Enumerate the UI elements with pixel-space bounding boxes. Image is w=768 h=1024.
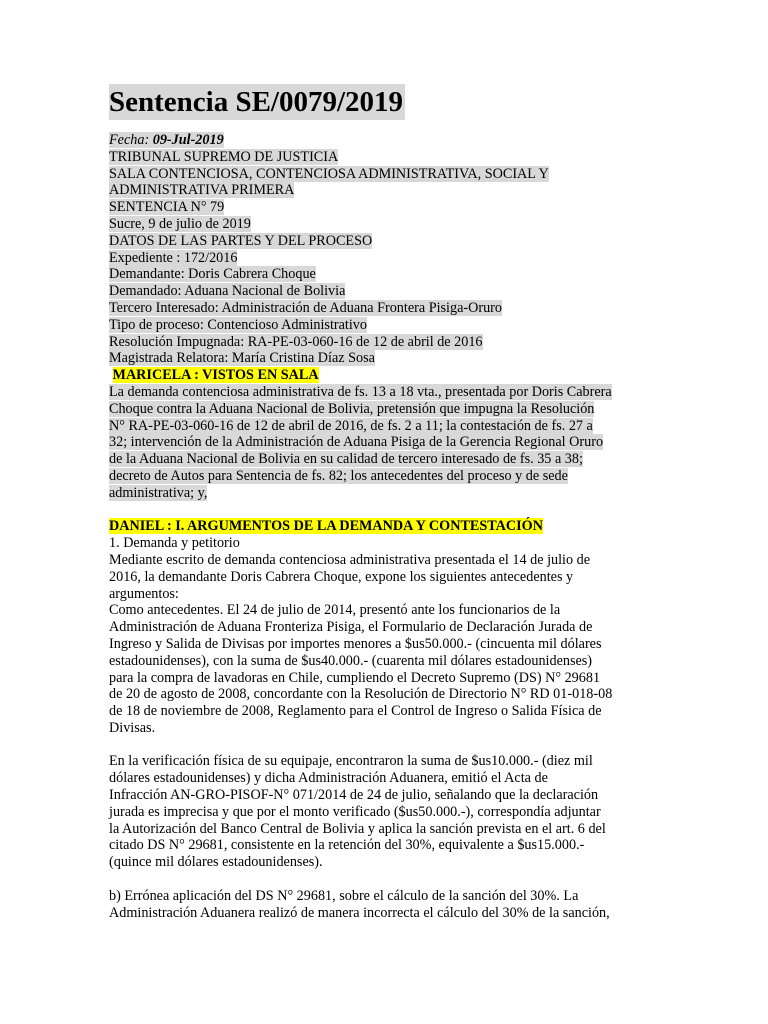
erronea-paragraph xyxy=(109,888,657,922)
header-line: Sucre, 9 de julio de 2019 xyxy=(109,215,251,232)
demanda-line: de 18 de noviembre de 2008, Reglamento para el Control de Ingreso o Salida Física de xyxy=(109,703,602,720)
header-line: Expediente : 172/2016 xyxy=(109,249,238,266)
vistos-line: administrativa; y, xyxy=(109,484,208,501)
demanda-line: Mediante escrito de demanda contenciosa administrativa presentada el 14 de julio de xyxy=(109,551,591,568)
document-title: Sentencia SE/0079/2019 xyxy=(109,86,404,118)
vistos-line: N° RA-PE-03-060-16 de 12 de abril de 2016, de fs. 2 a 11; la contestación de fs. 27 a xyxy=(109,417,593,434)
vistos-heading-line xyxy=(109,367,657,384)
header-line: Demandante: Doris Cabrera Choque xyxy=(109,266,316,283)
verificacion-line: dólares estadounidenses) y dicha Administración Aduanera, emitió el Acta de xyxy=(109,770,548,787)
verificacion-paragraph xyxy=(109,753,657,871)
vistos-heading: MARICELA : VISTOS EN SALA xyxy=(112,367,319,384)
demanda-paragraph xyxy=(109,535,657,737)
header-line: Tercero Interesado: Administración de Aduana Frontera Pisiga-Oruro xyxy=(109,299,502,316)
verificacion-line: la Autorización del Banco Central de Bolivia y aplica la sanción prevista en el art. 6 del xyxy=(109,820,606,837)
demanda-line: Administración de Aduana Fronteriza Pisiga, el Formulario de Declaración Jurada de xyxy=(109,619,593,636)
demanda-line: Ingreso y Salida de Divisas por importes menores a $us50.000.- (cincuenta mil dólares xyxy=(109,635,602,652)
fecha-value: 09-Jul-2019 xyxy=(152,132,224,148)
header-line: Tipo de proceso: Contencioso Administrativo xyxy=(109,316,367,333)
demanda-line: Divisas. xyxy=(109,719,156,736)
demanda-line: de 20 de agosto de 2008, concordante con la Resolución de Directorio N° RD 01-018-08 xyxy=(109,686,613,703)
demanda-line: estadounidenses), con la suma de $us40.000.- (cuarenta mil dólares estadounidenses) xyxy=(109,652,593,669)
header-line: ADMINISTRATIVA PRIMERA xyxy=(109,182,295,199)
header-line: SENTENCIA N° 79 xyxy=(109,199,225,216)
fecha-label: Fecha: xyxy=(109,132,150,148)
document-body xyxy=(109,132,657,921)
erronea-line: b) Errónea aplicación del DS N° 29681, sobre el cálculo de la sanción del 30%. La xyxy=(109,887,579,904)
header-line: DATOS DE LAS PARTES Y DEL PROCESO xyxy=(109,232,373,249)
demanda-line: para la compra de lavadoras en Chile, cumpliendo el Decreto Supremo (DS) N° 29681 xyxy=(109,669,601,686)
header-line: SALA CONTENCIOSA, CONTENCIOSA ADMINISTRATIVA, SOCIAL Y xyxy=(109,165,549,182)
header-line: Resolución Impugnada: RA-PE-03-060-16 de 12 de abril de 2016 xyxy=(109,333,483,350)
verificacion-line: (quince mil dólares estadounidenses). xyxy=(109,854,323,871)
argumentos-heading: DANIEL : I. ARGUMENTOS DE LA DEMANDA Y CONTESTACIÓN xyxy=(109,518,543,535)
vistos-line: de la Aduana Nacional de Bolivia en su calidad de tercero interesado de fs. 35 a 38; xyxy=(109,451,583,468)
verificacion-line: Infracción AN-GRO-PISOF-N° 071/2014 de 24 de julio, señalando que la declaración xyxy=(109,787,599,804)
demanda-line: Como antecedentes. El 24 de julio de 2014, presentó ante los funcionarios de la xyxy=(109,602,561,619)
header-line: Demandado: Aduana Nacional de Bolivia xyxy=(109,283,346,300)
vistos-line: 32; intervención de la Administración de Aduana Pisiga de la Gerencia Regional Oruro xyxy=(109,434,604,451)
header-block xyxy=(109,149,657,367)
vistos-paragraph xyxy=(109,384,657,502)
erronea-line: Administración Aduanera realizó de manera incorrecta el cálculo del 30% de la sanción, xyxy=(109,904,610,921)
demanda-line: 1. Demanda y petitorio xyxy=(109,535,240,552)
demanda-line: argumentos: xyxy=(109,585,179,602)
verificacion-line: En la verificación física de su equipaje, encontraron la suma de $us10.000.- (diez mil xyxy=(109,753,593,770)
header-line: TRIBUNAL SUPREMO DE JUSTICIA xyxy=(109,148,339,165)
demanda-line: 2016, la demandante Doris Cabrera Choque, expone los siguientes antecedentes y xyxy=(109,568,574,585)
vistos-line: La demanda contenciosa administrativa de fs. 13 a 18 vta., presentada por Doris Cabrera xyxy=(109,383,612,400)
fecha-line xyxy=(109,132,657,149)
document-page xyxy=(109,84,657,921)
verificacion-line: jurada es imprecisa y que por el monto verificado ($us50.000.-), correspondía adjuntar xyxy=(109,803,601,820)
header-line: Magistrada Relatora: María Cristina Díaz Sosa xyxy=(109,350,375,367)
verificacion-line: citado DS N° 29681, consistente en la retención del 30%, equivalente a $us15.000.- xyxy=(109,837,585,854)
vistos-line: decreto de Autos para Sentencia de fs. 82; los antecedentes del proceso y de sede xyxy=(109,467,568,484)
vistos-line: Choque contra la Aduana Nacional de Bolivia, pretensión que impugna la Resolución xyxy=(109,400,595,417)
